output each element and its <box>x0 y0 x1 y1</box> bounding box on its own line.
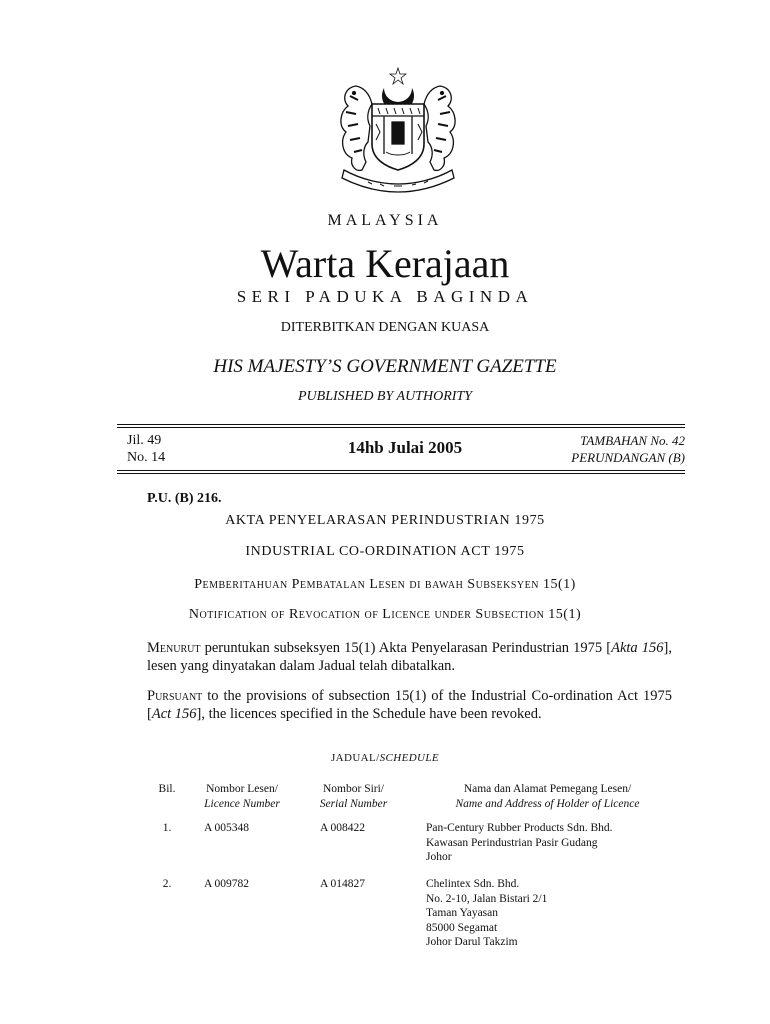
row-2-licence: A 009782 <box>204 878 250 890</box>
row-1-bil: 1. <box>162 822 172 834</box>
paragraph-en-act-ref: Act 156 <box>151 706 197 722</box>
schedule-title-ms: JADUAL/ <box>330 752 380 764</box>
header-serial <box>306 782 401 811</box>
header-licence-ms: Nombor Lesen/ <box>206 783 278 795</box>
paragraph-ms-act-ref: Akta 156 <box>611 640 664 656</box>
notification-title-en: Notification of Revocation of Licence under Subsection 15(1) <box>188 607 582 622</box>
row-1-holder-line: Pan-Century Rubber Products Sdn. Bhd. <box>426 822 613 834</box>
row-2-holder-line: No. 2-10, Jalan Bistari 2/1 <box>426 892 548 905</box>
notification-title-ms: Pemberitahuan Pembatalan Lesen di bawah Subseksyen 15(1) <box>194 577 576 592</box>
paragraph-ms-text1: peruntukan subseksyen 15(1) Akta Penyelarasan Perindustrian 1975 [ <box>200 640 612 656</box>
paragraph-en-lead: Pursuant <box>147 688 203 704</box>
paragraph-en <box>147 687 672 723</box>
gazette-title: Warta Kerajaan <box>260 241 510 286</box>
row-2-holder-line: 85000 Segamat <box>426 921 498 934</box>
supplement-info <box>571 432 685 466</box>
number-line: No. 14 <box>127 450 166 465</box>
paragraph-ms-lead: Menurut <box>147 640 201 656</box>
header-holder <box>420 782 675 811</box>
gazette-subtitle: SERI PADUKA BAGINDA <box>236 287 534 306</box>
bottom-rule-inner <box>117 473 685 474</box>
row-2-holder <box>426 877 681 950</box>
pu-number: P.U. (B) 216. <box>147 491 222 506</box>
row-2-holder-line: Johor Darul Takzim <box>426 936 518 948</box>
row-2-serial: A 014827 <box>320 878 366 890</box>
act-title-en: INDUSTRIAL CO-ORDINATION ACT 1975 <box>245 544 525 559</box>
paragraph-en-text2: ], the licences specified in the Schedule have been revoked. <box>196 706 542 722</box>
paragraph-en-text1: to the provisions of subsection 15(1) of the Industrial Co-ordination Act 1975 [ <box>147 688 672 722</box>
row-1-holder <box>426 821 681 865</box>
row-1-serial: A 008422 <box>320 822 366 834</box>
header-licence <box>192 782 292 811</box>
header-serial-en: Serial Number <box>319 797 388 810</box>
volume-line: Jil. 49 <box>127 433 162 448</box>
row-2-bil: 2. <box>162 878 172 890</box>
header-licence-en: Licence Number <box>204 797 280 810</box>
header-bil: Bil. <box>158 783 176 795</box>
supplement-line: TAMBAHAN No. 42 <box>580 433 685 448</box>
schedule-title-en: SCHEDULE <box>379 752 440 764</box>
authority-line-ms: DITERBITKAN DENGAN KUASA <box>280 320 490 335</box>
country-heading: MALAYSIA <box>327 212 443 229</box>
header-holder-en: Name and Address of Holder of Licence <box>455 797 640 810</box>
legislation-line: PERUNDANGAN (B) <box>571 450 685 465</box>
row-1-holder-line: Johor <box>426 851 452 863</box>
row-2-holder-line: Taman Yayasan <box>426 907 499 919</box>
paragraph-ms <box>147 639 672 675</box>
row-1-holder-line: Kawasan Perindustrian Pasir Gudang <box>426 836 598 849</box>
coat-of-arms-icon <box>322 66 474 194</box>
header-serial-ms: Nombor Siri/ <box>322 783 384 795</box>
paragraph-ms-text2: ], lesen yang dinyatakan dalam Jadual telah dibatalkan. <box>147 640 672 674</box>
issue-date: 14hb Julai 2005 <box>347 438 463 457</box>
authority-line-en: PUBLISHED BY AUTHORITY <box>298 389 472 404</box>
bottom-rule <box>117 470 685 471</box>
row-1-licence: A 005348 <box>204 822 250 834</box>
row-2-holder-line: Chelintex Sdn. Bhd. <box>426 878 520 890</box>
header-holder-ms: Nama dan Alamat Pemegang Lesen/ <box>463 783 632 795</box>
top-rule <box>117 424 685 425</box>
schedule-title <box>0 752 770 764</box>
act-title-ms: AKTA PENYELARASAN PERINDUSTRIAN 1975 <box>225 513 545 528</box>
gazette-title-en: HIS MAJESTY’S GOVERNMENT GAZETTE <box>213 356 557 377</box>
top-rule-inner <box>117 427 685 428</box>
